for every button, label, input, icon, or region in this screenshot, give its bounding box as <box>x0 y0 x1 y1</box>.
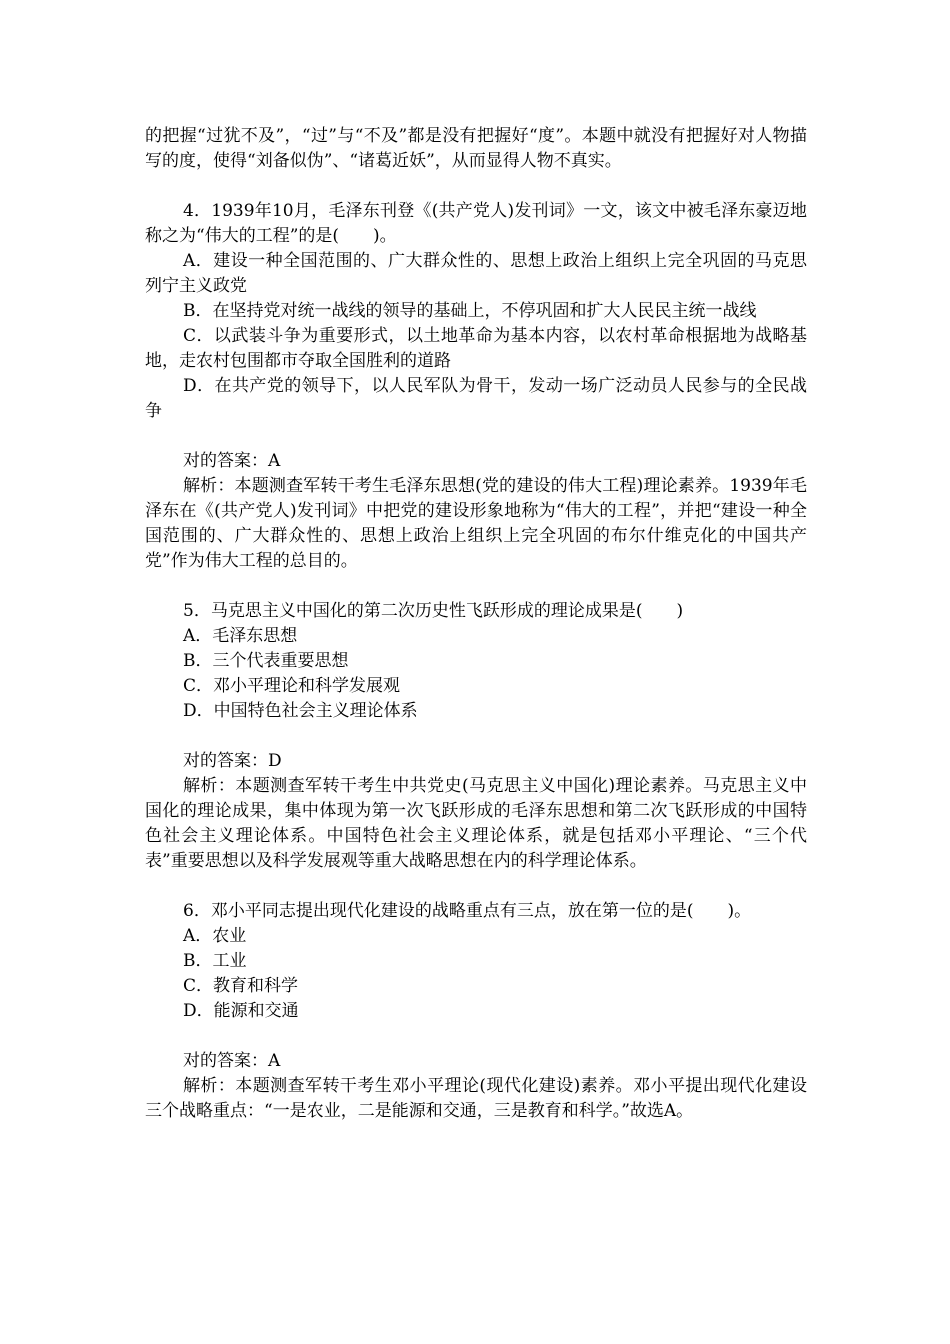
spacer <box>145 424 807 449</box>
question-stem: 4．1939年10月，毛泽东刊登《(共产党人)发刊词》一文，该文中被毛泽东豪迈地称之为“伟大的工程”的是( )。 <box>145 201 807 246</box>
spacer <box>145 574 807 599</box>
option-b: B．三个代表重要思想 <box>183 651 349 671</box>
option-a: A．农业 <box>183 926 247 946</box>
analysis-paragraph: 解析：本题测查军转干考生毛泽东思想(党的建设的伟大工程)理论素养。1939年毛泽东在《(共产党人)发刊词》中把党的建设形象地称为“伟大的工程”，并把“建设一种全国范围的、广大群众性的、思想上政治上组织上完全巩固的布尔什维克化的中国共产党”作为伟大工程的总目的。 <box>145 476 807 571</box>
question-6 <box>145 899 807 1124</box>
spacer <box>145 1024 807 1049</box>
question-4 <box>145 199 807 574</box>
option-a: A．建设一种全国范围的、广大群众性的、思想上政治上组织上完全巩固的马克思列宁主义政党 <box>145 251 807 296</box>
option-a: A．毛泽东思想 <box>183 626 298 646</box>
option-d: D．中国特色社会主义理论体系 <box>183 701 418 721</box>
option-c: C．邓小平理论和科学发展观 <box>183 676 401 696</box>
spacer <box>145 874 807 899</box>
analysis-paragraph: 解析：本题测查军转干考生邓小平理论(现代化建设)素养。邓小平提出现代化建设三个战略重点：“一是农业，二是能源和交通，三是教育和科学。”故选A。 <box>145 1076 807 1121</box>
answer-line: 对的答案：D <box>183 751 282 771</box>
question-stem: 5．马克思主义中国化的第二次历史性飞跃形成的理论成果是( ) <box>183 601 684 621</box>
answer-line: 对的答案：A <box>183 451 281 471</box>
spacer <box>145 174 807 199</box>
option-c: C．教育和科学 <box>183 976 299 996</box>
question-stem: 6．邓小平同志提出现代化建设的战略重点有三点，放在第一位的是( )。 <box>183 901 752 921</box>
intro-paragraph: 的把握“过犹不及”，“过”与“不及”都是没有把握好“度”。本题中就没有把握好对人物描写的度，使得“刘备似伪”、“诸葛近妖”，从而显得人物不真实。 <box>145 126 807 171</box>
spacer <box>145 724 807 749</box>
option-c: C．以武装斗争为重要形式，以土地革命为基本内容，以农村革命根据地为战略基地，走农村包围都市夺取全国胜利的道路 <box>145 326 807 371</box>
option-d: D．在共产党的领导下，以人民军队为骨干，发动一场广泛动员人民参与的全民战争 <box>145 376 807 421</box>
document-body <box>145 124 807 1124</box>
option-d: D．能源和交通 <box>183 1001 299 1021</box>
question-5 <box>145 599 807 874</box>
answer-line: 对的答案：A <box>183 1051 281 1071</box>
analysis-paragraph: 解析：本题测查军转干考生中共党史(马克思主义中国化)理论素养。马克思主义中国化的理论成果，集中体现为第一次飞跃形成的毛泽东思想和第二次飞跃形成的中国特色社会主义理论体系。中国特色社会主义理论体系，就是包括邓小平理论、“三个代表”重要思想以及科学发展观等重大战略思想在内的科学理论体系。 <box>145 776 807 871</box>
option-b: B．在坚持党对统一战线的领导的基础上，不停巩固和扩大人民民主统一战线 <box>183 301 757 321</box>
option-b: B．工业 <box>183 951 247 971</box>
